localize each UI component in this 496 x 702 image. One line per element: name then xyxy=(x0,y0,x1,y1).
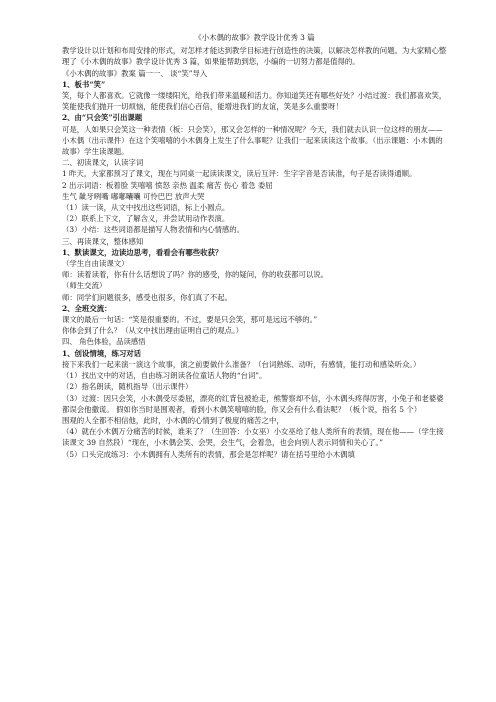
paragraph: 二、初读课文，认读字词 xyxy=(62,158,144,168)
paragraph: 师：同学们问题很多，感受也很多，你们真了不起。 xyxy=(62,292,232,302)
paragraph: 《小木偶的故事》教案 篇一一、 谈“笑”导入 xyxy=(62,68,208,78)
paragraph: （学生自由读课文） xyxy=(62,259,129,269)
paragraph: 1、创设情境，练习对话 xyxy=(62,348,142,358)
paragraph: 笑，每个人都喜欢。它就像一缕缕阳光，给我们带来温暖和活力。你知道笑还有哪些好处？小结过渡：我们都喜欢笑，笑能使我们抛开一切烦恼，能使我们信心百倍，能增进我们的友谊，笑是多么重要呀！ xyxy=(62,91,447,112)
paragraph: 教学设计以计划和布局安排的形式，对怎样才能达到教学目标进行创造性的决策，以解决怎样教的问题。为大家精心整理了《小木偶的故事》教学设计优秀 3 篇，如果能帮助到您，小编的一切努力都是值得的。 xyxy=(62,46,447,67)
paragraph: 围观的人全都不相信他，此时，小木偶的心情到了极度的痛苦之中， xyxy=(62,415,284,425)
document-title: 《小木偶的故事》教学设计优秀 3 篇 xyxy=(194,33,315,42)
paragraph: 可是，人如果只会笑这一种表情（板：只会笑），那又会怎样的一种情况呢？今天，我们就去认识一位这样的朋友——小木偶（出示课件）在这个笑嘻嘻的小木偶身上发生了什么事呢？让我们一起来读读这个故事。（出示课题：小木偶的故事）学生读课题。 xyxy=(62,124,443,157)
paragraph: 接下来我们一起来演一演这个故事，演之前要做什么准备？（台词熟练、动听，有感情，能打动和感染听众。） xyxy=(62,359,421,369)
paragraph: 四、 角色体验，品读感悟 xyxy=(62,337,146,347)
paragraph: 生气 龇牙咧嘴 嘟嘟囔囔 可怜巴巴 放声大哭 xyxy=(62,191,205,201)
paragraph: 2、全班交流： xyxy=(62,303,112,313)
paragraph: 1 昨天，大家都预习了课文，现在与同桌一起读读课文，读后互评：生字字音是否读准，句子是否读得通顺。 xyxy=(62,169,417,179)
paragraph: （2）联系上下文，了解含义，并尝试用动作表演。 xyxy=(62,214,230,224)
paragraph: （师生交流） xyxy=(62,281,107,291)
paragraph: 1、板书“笑” xyxy=(62,79,106,89)
paragraph: 师：读着读着，你有什么话想说了吗？你的感受，你的疑问，你的收获都可以说。 xyxy=(62,270,329,280)
paragraph: 2、由“只会笑”引出课题 xyxy=(62,113,143,123)
paragraph: 三、再读课文，整体感知 xyxy=(62,236,144,246)
paragraph: 2 出示词语：板着脸 笑嘻嘻 愤怒 亲热 温柔 痛苦 伤心 着急 委屈 xyxy=(62,180,273,190)
paragraph: （1）读一读，从文中找出这些词语，标上小圆点。 xyxy=(62,203,230,213)
paragraph: （2）指名朗读，随机指导（出示课件） xyxy=(62,382,193,392)
paragraph: （1）找出文中的对话，自由练习朗读各位童话人物的“台词”。 xyxy=(62,371,267,381)
paragraph: （3）过渡：因只会笑，小木偶受尽委屈，漂亮的红背包被抢走，熊警察却不信，小木偶头疼得厉害，小兔子和老婆婆都误会他撒谎。 假如你当时是围观者，看到小木偶笑嘻嘻的脸，你又会有什么看法呢？（板个说，指名 5 个） xyxy=(62,393,444,414)
document-page xyxy=(62,0,447,702)
document-body xyxy=(62,45,447,460)
paragraph: （4）就在小木偶万分痛苦的时候，谁来了？（生回答：小女巫）小女巫给了他人类所有的表情，现在他——（学生接读课文 39 自然段）“现在，小木偶会笑、会哭，会生气，会着急，也会向别人表示同情和关心了。” xyxy=(62,427,444,448)
paragraph: （5）口头完成练习：小木偶拥有人类所有的表情，那会是怎样呢？请在括号里给小木偶填 xyxy=(62,449,355,459)
paragraph: 你体会到了什么？（从文中找出理由证明自己的观点。） xyxy=(62,326,244,336)
paragraph: 1、默读课文，边读边思考，看看会有哪些收获？ xyxy=(62,247,223,257)
paragraph: （3）小结：这些词语都是描写人物表情和内心情感的。 xyxy=(62,225,245,235)
paragraph: 课文的最后一句话：“笑是很重要的。不过，要是只会笑，那可是远远不够的。” xyxy=(62,315,318,325)
